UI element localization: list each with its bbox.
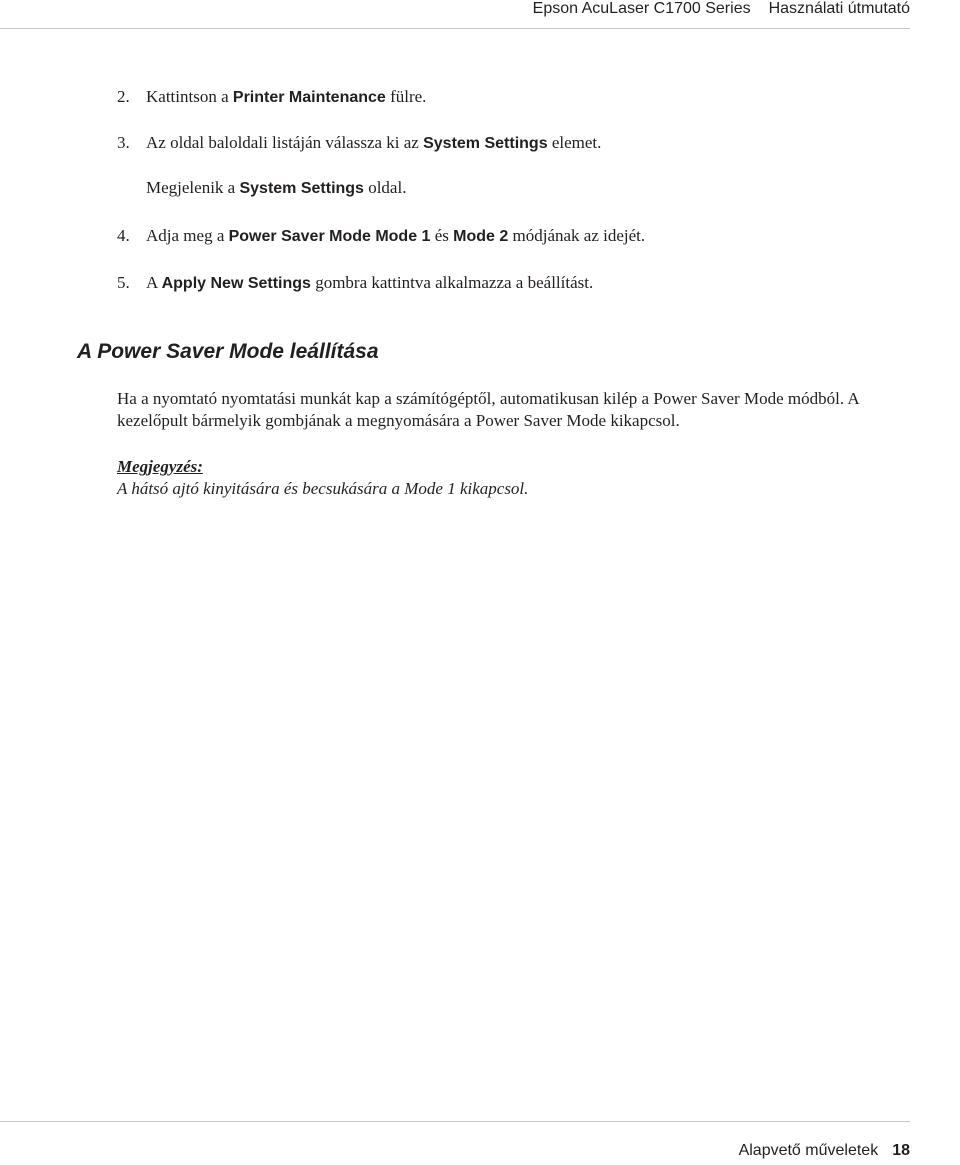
step-text: Kattintson a — [146, 87, 233, 106]
step-text: Az oldal baloldali listáján válassza ki az — [146, 133, 424, 152]
header-guide-title: Használati útmutató — [768, 0, 910, 17]
step-number: 2. — [117, 87, 130, 106]
step-text: és — [430, 226, 454, 245]
page-number: 18 — [892, 1142, 910, 1159]
header-text — [533, 0, 910, 18]
step-text: A — [146, 273, 162, 292]
footer-divider — [0, 1121, 910, 1122]
result-text: oldal. — [363, 178, 407, 197]
ui-term-printer-maintenance: Printer Maintenance — [232, 89, 386, 106]
ui-term-system-settings: System Settings — [423, 135, 548, 152]
step-text: módjának az idejét. — [508, 226, 646, 245]
note-label: Megjegyzés: — [117, 457, 203, 476]
page-header — [0, 0, 960, 30]
step-number: 5. — [117, 273, 130, 292]
step-3-result — [146, 177, 406, 200]
step-text: fülre. — [385, 87, 427, 106]
section-paragraph: Ha a nyomtató nyomtatási munkát kap a számítógéptől, automatikusan kilép a Power Saver Mode módból. A kezelőpult bármelyik gombjának a megnyomására a Power Saver Mode kikapcsol. — [117, 389, 859, 430]
step-number: 4. — [117, 226, 130, 245]
header-divider — [0, 28, 910, 29]
page-footer — [739, 1142, 910, 1160]
step-text: elemet. — [547, 133, 602, 152]
step-4 — [117, 225, 645, 248]
header-product: Epson AcuLaser C1700 Series — [532, 0, 751, 17]
step-number: 3. — [117, 133, 130, 152]
step-3 — [117, 132, 601, 155]
ui-term-mode-2: Mode 2 — [453, 228, 509, 245]
step-2 — [117, 86, 426, 109]
ui-term-power-saver-mode-1: Power Saver Mode Mode 1 — [228, 228, 431, 245]
section-heading: A Power Saver Mode leállítása — [77, 340, 379, 363]
result-text: Megjelenik a — [146, 178, 240, 197]
step-text: Adja meg a — [146, 226, 229, 245]
footer-section-title: Alapvető műveletek — [738, 1142, 879, 1159]
step-5 — [117, 272, 593, 295]
ui-term-system-settings: System Settings — [239, 180, 364, 197]
ui-term-apply-new-settings: Apply New Settings — [161, 275, 311, 292]
step-text: gombra kattintva alkalmazza a beállítást. — [310, 273, 594, 292]
note-text: A hátsó ajtó kinyitására és becsukására a Mode 1 kikapcsol. — [117, 479, 529, 498]
